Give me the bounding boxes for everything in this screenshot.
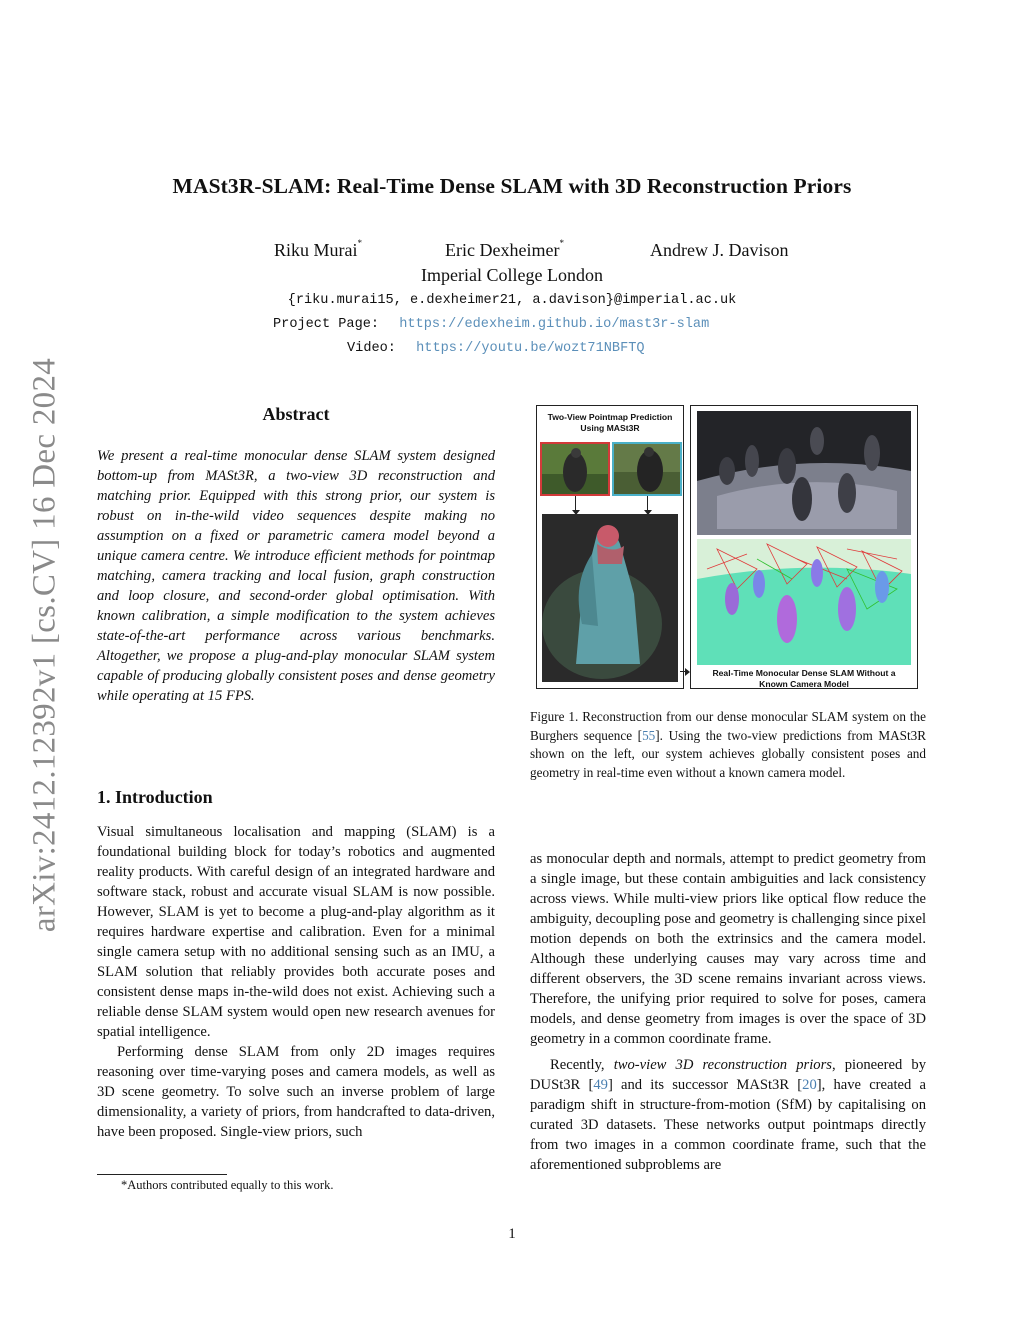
input-image-1-graphic	[542, 444, 608, 494]
video-label: Video:	[347, 341, 396, 356]
p2-emphasis: two-view 3D reconstruction priors	[613, 1057, 832, 1073]
intro-paragraph-1: Visual simultaneous localisation and mapping (SLAM) is a foundational building block for today’s robotics and augmented reality products. With careful design of an integrated hardware and software stack, robust and accurate visual SLAM is now possible. However, SLAM is yet to become a plug-and-play algorithm as it requires hardware expertise and calibration. Even for a minimal single camera setup with no additional sensing such as an IMU, a SLAM solution that reliably provides both accurate poses and consistent dense maps in-the-wild does not exist. Achieving such a reliable dense SLAM system would open new research avenues for spatial intelligence.	[97, 824, 495, 1040]
intro-paragraph-2: Performing dense SLAM from only 2D images requires reasoning over time-varying poses and camera models, as well as 3D scene geometry. To solve such an inverse problem of large dimensionality, a variety of priors, from handcrafted to data-driven, have been proposed. Single-view priors, such	[97, 1044, 495, 1140]
author-1-mark: *	[357, 238, 362, 248]
abstract-heading: Abstract	[262, 404, 330, 424]
figure-caption-post: ]. Using the two-view predictions from MASt3R shown on the left, our system achieves globally consistent poses and geometry in real-time even without a known camera model.	[530, 727, 926, 780]
author-2-mark: *	[559, 238, 564, 248]
project-page-link[interactable]: https://edexheim.github.io/mast3r-slam	[399, 317, 710, 332]
two-view-panel	[536, 405, 684, 689]
figure-citation-55[interactable]: 55	[642, 727, 656, 743]
slam-poses-graphic	[697, 539, 911, 665]
page-number: 1	[508, 1226, 516, 1242]
p2-part-a: Recently,	[550, 1057, 614, 1073]
dense-reconstruction-graphic	[697, 411, 911, 535]
introduction-heading: 1. Introduction	[97, 787, 213, 807]
figure-1	[534, 403, 926, 693]
two-view-panel-title: Two-View Pointmap Prediction Using MASt3R	[547, 412, 673, 433]
input-image-2	[612, 442, 682, 496]
pointmap-prediction-graphic	[542, 514, 678, 682]
slam-poses-image	[697, 539, 911, 665]
slam-panel-title: Real-Time Monocular Dense SLAM Without a Known Camera Model	[712, 668, 896, 689]
slam-panel	[690, 405, 918, 689]
right-column-body	[530, 849, 926, 1175]
video-line	[347, 341, 645, 356]
right-paragraph-2	[530, 1055, 926, 1175]
right-paragraph-1: as monocular depth and normals, attempt to predict geometry from a single image, but these contain ambiguities and lack consistency across views. While multi-view priors like optical flow reduce the ambiguity, decoupling pose and geometry is challenging since pixel motion depends on both the extrinsics and the camera model. Although these underlying causes may vary across time and different observers, the 3D scene remains invariant across views. Therefore, the unifying prior required to solve for poses, camera models, and dense geometry from images is over the space of 3D geometry in a common coordinate frame.	[530, 851, 926, 1047]
author-1	[274, 240, 362, 261]
citation-20[interactable]: 20	[802, 1077, 817, 1093]
project-page-line	[273, 317, 709, 332]
abstract-text: We present a real-time monocular dense SLAM system designed bottom-up from MASt3R, a two-view 3D reconstruction and matching prior. Equipped with this strong prior, our system is robust on in-the-wild video sequences despite making no assumption on a fixed or parametric camera model beyond a unique camera centre. We introduce efficient methods for pointmap matching, camera tracking and local fusion, graph construction and loop closure, and second-order global optimisation. With known calibration, a simple modification to the system achieves state-of-the-art performance across various benchmarks. Altogether, we propose a plug-and-play monocular SLAM system capable of producing globally consistent poses and dense geometry while operating at 15 FPS.	[97, 448, 495, 704]
project-page-label: Project Page:	[273, 317, 380, 332]
p2-part-b: , pioneered by DUSt3R [	[530, 1057, 927, 1093]
dense-reconstruction-image	[697, 411, 911, 535]
p2-part-c: ] and its successor MASt3R [	[607, 1077, 803, 1093]
author-1-name: Riku Murai	[274, 240, 358, 260]
introduction-body	[97, 822, 495, 1142]
footnote-rule	[97, 1174, 227, 1175]
figure-1-caption	[530, 708, 926, 782]
connector-arrow-head	[685, 668, 690, 676]
video-link[interactable]: https://youtu.be/wozt71NBFTQ	[416, 341, 645, 356]
figure-caption-pre: Figure 1. Reconstruction from our dense monocular SLAM system on the Burghers sequence [	[530, 709, 926, 743]
author-3-name: Andrew J. Davison	[650, 240, 789, 260]
author-2	[445, 240, 564, 261]
author-emails: {riku.murai15, e.dexheimer21, a.davison}@imperial.ac.uk	[287, 293, 737, 308]
footnote: *Authors contributed equally to this work.	[121, 1178, 334, 1192]
institution: Imperial College London	[421, 265, 603, 285]
paper-title: MASt3R-SLAM: Real-Time Dense SLAM with 3D Reconstruction Priors	[172, 174, 852, 198]
arxiv-identifier: arXiv:2412.12392v1 [cs.CV] 16 Dec 2024	[26, 357, 63, 933]
author-2-name: Eric Dexheimer	[445, 240, 560, 260]
citation-49[interactable]: 49	[593, 1077, 608, 1093]
input-image-1	[540, 442, 610, 496]
input-image-2-graphic	[614, 444, 680, 494]
p2-part-d: ], have created a paradigm shift in structure-from-motion (SfM) by capitalising on curated 3D datasets. These networks output pointmaps directly from two images in a common coordinate frame, such that the aforementioned subproblems are	[530, 1077, 926, 1173]
pointmap-prediction-image	[542, 514, 678, 682]
author-3	[650, 240, 788, 261]
